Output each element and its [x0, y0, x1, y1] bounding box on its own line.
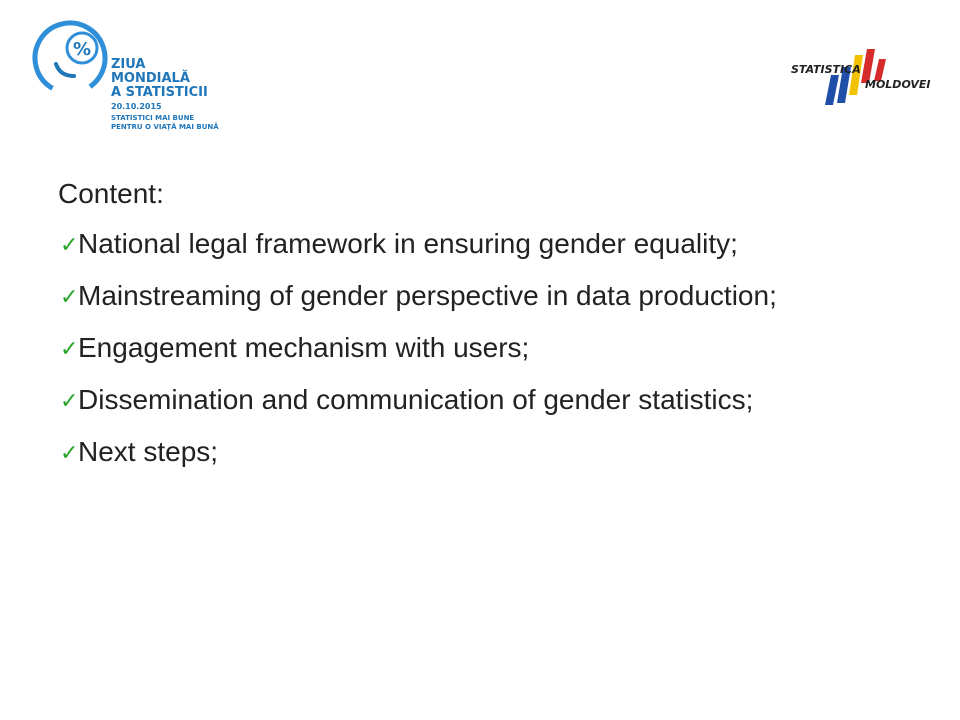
- list-item: [58, 330, 918, 368]
- checkmark-icon: ✓: [60, 233, 79, 258]
- svg-text:%: %: [72, 39, 92, 60]
- logo-line-mondiala: MONDIALĂ: [111, 71, 190, 86]
- checkmark-icon: ✓: [60, 441, 79, 466]
- list-item: [58, 434, 918, 472]
- logo-word-statistica: STATISTICA: [791, 63, 861, 76]
- list-item-text: Engagement mechanism with users;: [78, 332, 530, 363]
- content-heading: Content:: [58, 178, 164, 209]
- checkmark-icon: ✓: [60, 285, 79, 310]
- logo-slogan-line1: STATISTICI MAI BUNE: [111, 114, 195, 122]
- statistica-moldovei-logo: [785, 45, 930, 110]
- list-item-text: Mainstreaming of gender perspective in data production;: [78, 280, 777, 311]
- slide-content: [58, 176, 918, 486]
- list-item-text: Dissemination and communication of gender statistics;: [78, 384, 754, 415]
- logo-line-statisticii: A STATISTICII: [111, 85, 208, 100]
- list-item-text: National legal framework in ensuring gender equality;: [78, 228, 738, 259]
- logo-line-ziua: ZIUA: [111, 57, 146, 72]
- percent-circle-icon: [30, 18, 110, 98]
- list-item: [58, 226, 918, 264]
- checkmark-icon: ✓: [60, 337, 79, 362]
- world-statistics-day-logo: [30, 18, 230, 138]
- list-item-text: Next steps;: [78, 436, 219, 467]
- logo-slogan-line2: PENTRU O VIAȚĂ MAI BUNĂ: [111, 123, 219, 131]
- list-item: [58, 382, 918, 420]
- logo-word-moldovei: MOLDOVEI: [865, 78, 931, 91]
- logo-date: 20.10.2015: [111, 102, 162, 111]
- list-item: [58, 278, 918, 316]
- checkmark-icon: ✓: [60, 389, 79, 414]
